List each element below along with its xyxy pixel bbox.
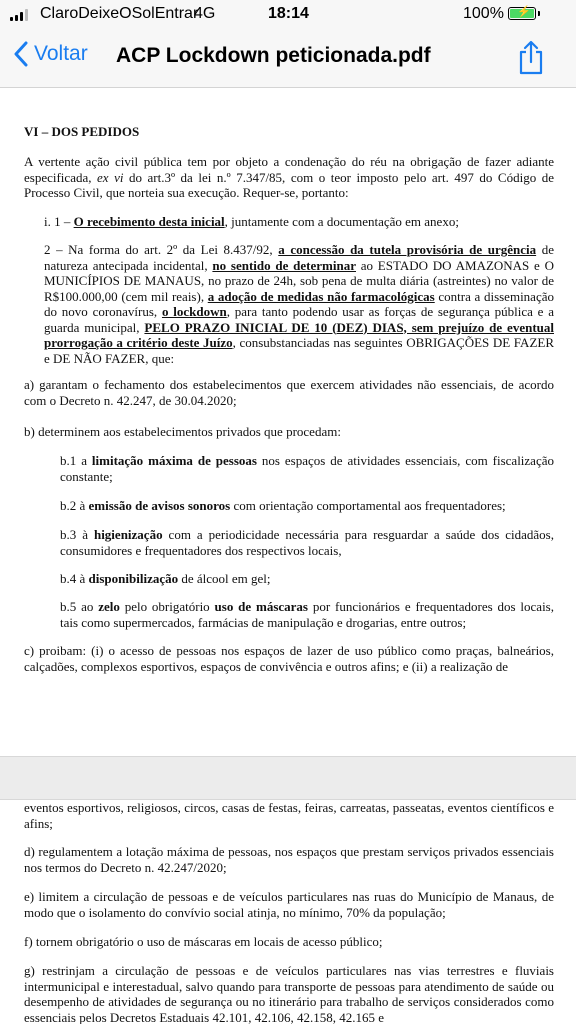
battery-icon [508,7,536,20]
item-c-paragraph: c) proibam: (i) o acesso de pessoas nos espaços de lazer de uso público como praças, balneários, calçadões, complexos esportivos, espaços de convivência e outros afins; e (ii) a realização de [24,643,554,674]
network-type: 4G [194,5,216,22]
item-b1-paragraph: b.1 a limitação máxima de pessoas nos espaços de atividades essenciais, com fiscalização constante; [60,453,554,484]
pdf-viewer[interactable] [0,88,576,1024]
signal-strength-icon [10,8,28,21]
item-a-paragraph: a) garantam o fechamento dos estabelecimentos que exercem atividades não essenciais, de acordo com o Decreto n. 42.247, de 30.04.2020; [24,377,554,408]
section-heading: VI – DOS PEDIDOS [24,124,140,139]
status-bar [0,0,576,30]
chevron-left-icon [14,41,28,67]
battery-percent: 100% [463,5,504,22]
share-button[interactable] [516,40,546,81]
document-title: ACP Lockdown peticionada.pdf [116,44,431,67]
item-e-paragraph: e) limitem a circulação de pessoas e de veículos particulares nas ruas do Município de Manaus, de modo que o isolamento do convívio social atinja, no mínimo, 70% da população; [24,889,554,920]
item-b5-paragraph: b.5 ao zelo pelo obrigatório uso de máscaras por funcionários e frequentadores dos locais, tais como supermercados, farmácias de manipulação e drogarias, entre outros; [60,599,554,630]
item-d-paragraph: d) regulamentem a lotação máxima de pessoas, nos espaços que prestam serviços privados essenciais nos termos do Decreto n. 42.247/2020; [24,844,554,875]
item-b-paragraph: b) determinem aos estabelecimentos privados que procedam: [24,424,341,439]
back-button[interactable] [14,41,88,67]
item-c-continued-paragraph: eventos esportivos, religiosos, circos, casas de festas, feiras, carreatas, passeatas, eventos científicos e afins; [24,800,554,831]
item-g-paragraph: g) restrinjam a circulação de pessoas e de veículos particulares nas vias terrestres e fluviais intermunicipal e interestadual, salvo quando para transporte de pessoas para atendimento de saúde ou desempenho de atividades de segurança ou no itinerário para trabalho de serviços considerados como essenciais pelos Decretos Estaduais 42.101, 42.106, 42.158, 42.165 e [24,963,554,1024]
share-icon [516,40,546,76]
carrier-name: ClaroDeixeOSolEntrar [40,5,199,22]
clock: 18:14 [268,5,309,22]
pdf-page [0,800,576,1024]
item-1-paragraph: i. 1 – O recebimento desta inicial, juntamente com a documentação em anexo; [44,214,459,229]
item-b3-paragraph: b.3 à higienização com a periodicidade necessária para resguardar a saúde dos cidadãos, consumidores e frequentadores dos respectivos locais, [60,527,554,558]
charging-icon: ⚡ [517,6,531,18]
intro-paragraph: A vertente ação civil pública tem por objeto a condenação do réu na obrigação de fazer adiante especificada, ex vi do art.3º da lei n.º 7.347/85, com o teor imposto pelo art. 497 do Código de Processo Civil, que norteia sua execução. Requer-se, portanto: [24,154,554,200]
item-b4-paragraph: b.4 à disponibilização de álcool em gel; [60,571,271,586]
item-f-paragraph: f) tornem obrigatório o uso de máscaras em locais de acesso público; [24,934,383,949]
navigation-bar [0,30,576,88]
page-separator [0,756,576,800]
back-label: Voltar [34,42,88,65]
pdf-page [0,88,576,756]
item-2-paragraph: 2 – Na forma do art. 2º da Lei 8.437/92, a concessão da tutela provisória de urgência de natureza antecipada incidental, no sentido de determinar ao ESTADO DO AMAZONAS e O MUNICÍPIOS DE MANAUS, no prazo de 24h, sob pena de multa diária (astreintes) no valor de R$100.000,00 (cem mil reais), a adoção de medidas não farmacológicas contra a disseminação do novo coronavírus, o lockdown, para tanto podendo usar as forças de segurança pública e a guarda municipal, PELO PRAZO INICIAL DE 10 (DEZ) DIAS, sem prejuízo de eventual prorrogação a critério deste Juízo, consubstanciadas nas seguintes OBRIGAÇÕES DE FAZER e DE NÃO FAZER, que: [44,242,554,366]
item-b2-paragraph: b.2 à emissão de avisos sonoros com orientação comportamental aos frequentadores; [60,498,506,513]
